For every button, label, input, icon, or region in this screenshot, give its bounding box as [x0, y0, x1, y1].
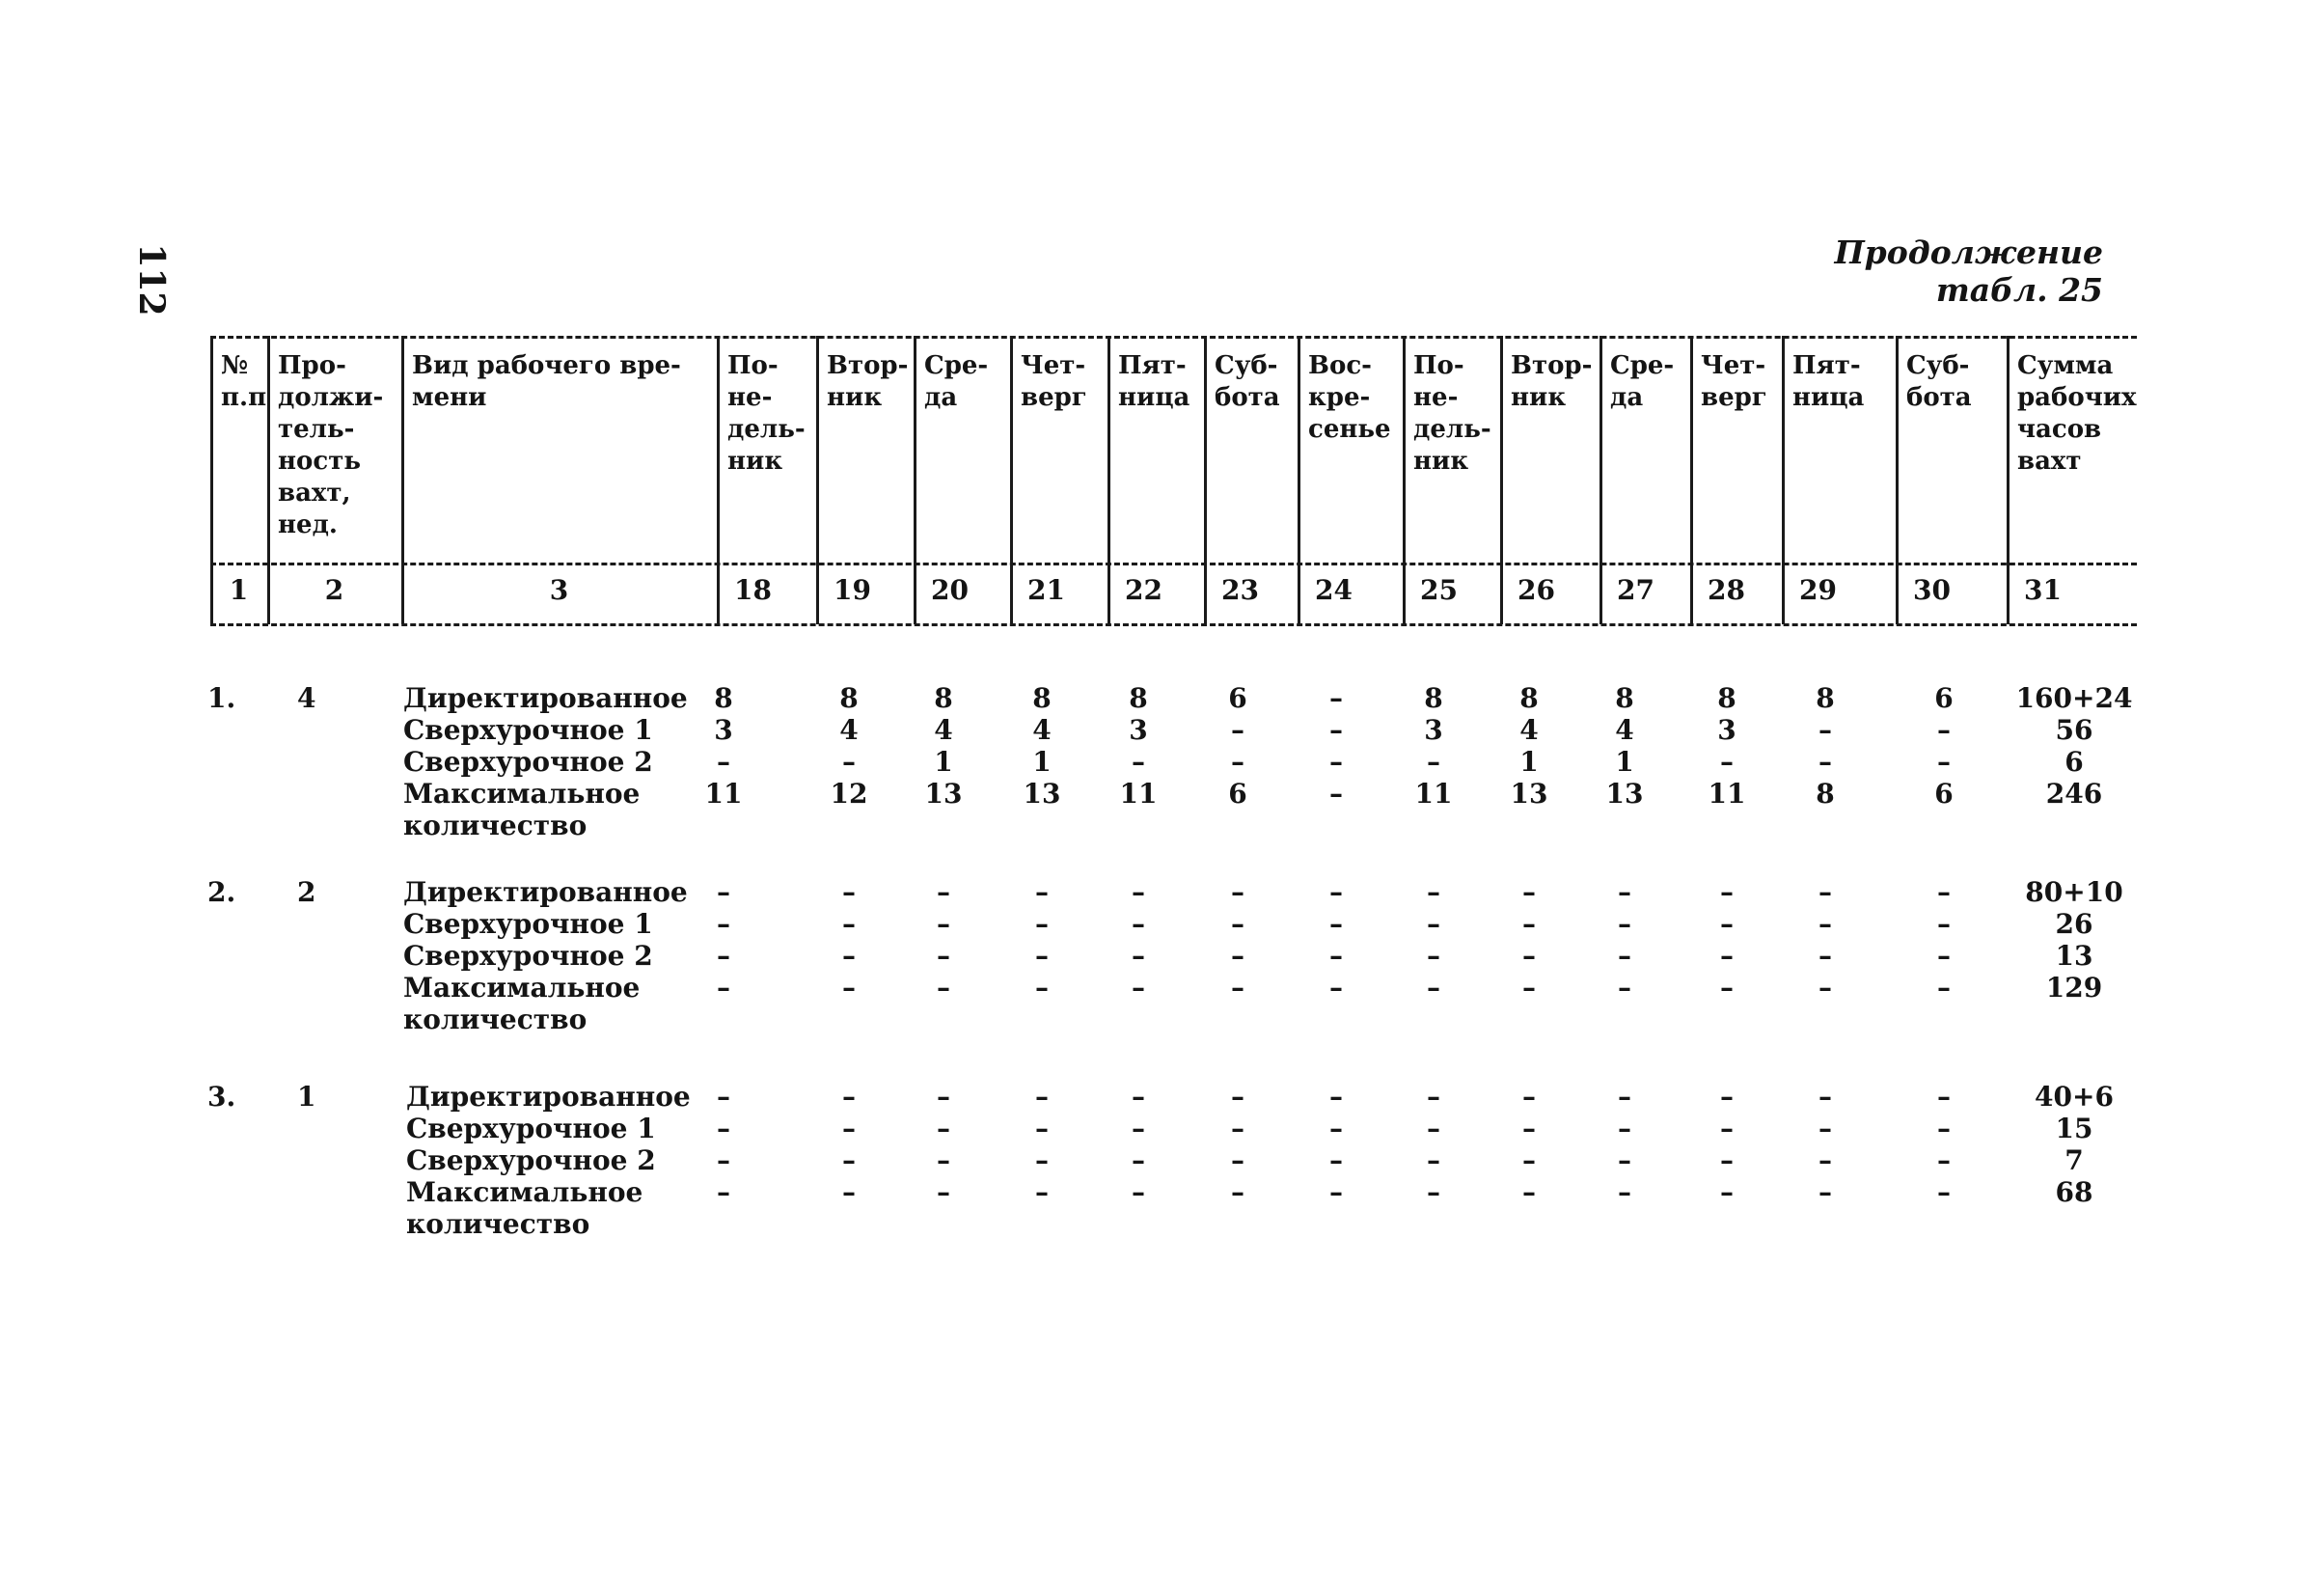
- column-separator: [1403, 336, 1406, 624]
- column-header-line: тель-: [278, 415, 355, 444]
- hours-cell: –: [1818, 746, 1832, 778]
- hours-cell: –: [842, 908, 856, 940]
- column-header-line: ница: [1792, 383, 1865, 412]
- hours-cell: –: [937, 1144, 950, 1176]
- column-header-line: не-: [1413, 383, 1459, 412]
- hours-cell: –: [1522, 876, 1536, 908]
- column-header-line: дель-: [1413, 415, 1491, 444]
- hours-cell: –: [1937, 1081, 1951, 1113]
- column-header: [278, 350, 400, 541]
- column-header-line: По-: [727, 351, 779, 380]
- hours-cell: –: [1522, 1144, 1536, 1176]
- hours-cell: 3: [1424, 714, 1443, 746]
- hours-cell: 11: [1119, 778, 1158, 810]
- hours-cell: –: [717, 1144, 730, 1176]
- hours-cell: –: [1132, 972, 1145, 1004]
- column-header-line: Втор-: [827, 351, 909, 380]
- hours-cell: –: [1231, 1081, 1244, 1113]
- hours-total: 26: [2055, 908, 2093, 940]
- hours-cell: 8: [1816, 778, 1835, 810]
- hours-cell: 4: [839, 714, 859, 746]
- hours-cell: –: [842, 940, 856, 972]
- hours-cell: –: [1522, 940, 1536, 972]
- column-header-line: Втор-: [1511, 351, 1593, 380]
- hours-cell: –: [1427, 746, 1440, 778]
- column-separator: [1204, 336, 1207, 624]
- hours-cell: –: [1231, 972, 1244, 1004]
- hours-cell: –: [1522, 1081, 1536, 1113]
- hours-cell: –: [1329, 1113, 1343, 1144]
- hours-cell: –: [1937, 940, 1951, 972]
- hours-cell: –: [1720, 940, 1734, 972]
- hours-cell: –: [1818, 1113, 1832, 1144]
- hours-cell: 1: [1615, 746, 1634, 778]
- hours-cell: 1: [934, 746, 953, 778]
- work-time-type-line: Директированное: [406, 1081, 691, 1113]
- hours-cell: 3: [1717, 714, 1736, 746]
- hours-cell: 4: [1519, 714, 1539, 746]
- hours-cell: –: [1231, 876, 1244, 908]
- column-number: 27: [1617, 574, 1654, 606]
- column-header: [1792, 350, 1895, 414]
- hours-cell: –: [1035, 1176, 1049, 1208]
- column-separator: [1896, 336, 1899, 624]
- column-header-line: ник: [1511, 383, 1567, 412]
- column-header-line: да: [924, 383, 958, 412]
- hours-cell: 8: [1816, 682, 1835, 714]
- shift-duration: 4: [297, 682, 316, 714]
- column-header-line: да: [1610, 383, 1644, 412]
- column-header-line: нед.: [278, 510, 338, 539]
- column-header-line: Чет-: [1701, 351, 1766, 380]
- hours-cell: –: [1329, 746, 1343, 778]
- column-number: 3: [549, 574, 569, 606]
- column-header: [827, 350, 913, 414]
- hours-total: 129: [2045, 972, 2103, 1004]
- hours-total: 80+10: [2025, 876, 2123, 908]
- hours-cell: –: [1720, 746, 1734, 778]
- column-number: 23: [1221, 574, 1259, 606]
- column-header-line: ник: [727, 447, 783, 476]
- hours-cell: –: [1329, 1176, 1343, 1208]
- column-header-line: Сре-: [924, 351, 989, 380]
- column-number: 2: [324, 574, 344, 606]
- column-header: [221, 350, 266, 414]
- hours-cell: –: [1937, 972, 1951, 1004]
- hours-cell: –: [1818, 972, 1832, 1004]
- work-time-type: [406, 1113, 656, 1144]
- column-separator: [1782, 336, 1785, 624]
- work-time-type-line: Сверхурочное 2: [403, 940, 653, 972]
- hours-total: 6: [2064, 746, 2084, 778]
- hours-cell: –: [717, 940, 730, 972]
- hours-cell: –: [1035, 908, 1049, 940]
- hours-cell: 8: [1032, 682, 1052, 714]
- hours-cell: –: [1035, 1081, 1049, 1113]
- hours-cell: 8: [839, 682, 859, 714]
- hours-cell: 8: [934, 682, 953, 714]
- hours-cell: –: [1720, 876, 1734, 908]
- hours-cell: –: [1818, 1144, 1832, 1176]
- column-header-line: не-: [727, 383, 773, 412]
- work-time-type: [406, 1081, 691, 1113]
- column-number: 26: [1517, 574, 1555, 606]
- column-number: 19: [834, 574, 871, 606]
- hours-cell: –: [842, 1176, 856, 1208]
- column-header-line: бота: [1906, 383, 1972, 412]
- column-number: 24: [1315, 574, 1353, 606]
- hours-cell: –: [1231, 908, 1244, 940]
- column-header-line: вахт: [2017, 447, 2082, 476]
- work-time-type: [403, 972, 640, 1035]
- column-header-line: сенье: [1308, 415, 1391, 444]
- column-header-line: п.п: [221, 383, 267, 412]
- hours-cell: –: [1132, 940, 1145, 972]
- table-rule-mid: [210, 563, 2137, 565]
- hours-cell: 6: [1934, 682, 1954, 714]
- hours-cell: –: [1818, 1081, 1832, 1113]
- column-header-line: ник: [1413, 447, 1469, 476]
- hours-cell: –: [937, 908, 950, 940]
- hours-cell: –: [1818, 714, 1832, 746]
- column-number: 22: [1125, 574, 1162, 606]
- column-number: 28: [1708, 574, 1745, 606]
- hours-total: 246: [2045, 778, 2103, 810]
- hours-cell: –: [1329, 1081, 1343, 1113]
- hours-cell: –: [1231, 714, 1244, 746]
- hours-cell: –: [1720, 1144, 1734, 1176]
- column-number: 21: [1027, 574, 1065, 606]
- hours-cell: 8: [1424, 682, 1443, 714]
- table-caption: Продолжение табл. 25: [1834, 234, 2103, 309]
- hours-cell: –: [1720, 1081, 1734, 1113]
- hours-cell: –: [1132, 1144, 1145, 1176]
- hours-cell: –: [1329, 682, 1343, 714]
- column-header-line: Вос-: [1308, 351, 1372, 380]
- hours-cell: –: [1132, 1081, 1145, 1113]
- column-separator: [1500, 336, 1503, 624]
- work-time-type: [403, 876, 688, 908]
- hours-cell: 1: [1032, 746, 1052, 778]
- hours-cell: –: [1937, 1113, 1951, 1144]
- hours-cell: 4: [1032, 714, 1052, 746]
- hours-cell: 6: [1934, 778, 1954, 810]
- hours-cell: –: [1329, 972, 1343, 1004]
- column-header-line: рабочих: [2017, 383, 2137, 412]
- hours-total: 56: [2055, 714, 2093, 746]
- hours-cell: –: [1618, 1081, 1631, 1113]
- hours-cell: –: [1035, 1144, 1049, 1176]
- row-number: 2.: [207, 876, 236, 908]
- hours-cell: –: [842, 1144, 856, 1176]
- hours-cell: –: [717, 1113, 730, 1144]
- hours-cell: –: [1132, 876, 1145, 908]
- hours-cell: –: [1329, 1144, 1343, 1176]
- column-header-line: дель-: [727, 415, 806, 444]
- hours-cell: –: [717, 876, 730, 908]
- hours-cell: –: [1937, 876, 1951, 908]
- hours-cell: –: [1937, 1176, 1951, 1208]
- hours-cell: 8: [1717, 682, 1736, 714]
- hours-cell: –: [937, 876, 950, 908]
- hours-cell: –: [1427, 908, 1440, 940]
- work-time-type-line: Максимальное: [403, 972, 641, 1004]
- hours-cell: –: [842, 876, 856, 908]
- hours-cell: –: [937, 1113, 950, 1144]
- hours-cell: –: [1618, 1144, 1631, 1176]
- hours-cell: –: [1818, 908, 1832, 940]
- hours-cell: 11: [1414, 778, 1453, 810]
- column-header-line: Вид рабочего вре-: [412, 351, 681, 380]
- column-separator: [914, 336, 916, 624]
- column-header-line: мени: [412, 383, 487, 412]
- hours-total: 160+24: [2015, 682, 2133, 714]
- column-header-line: Сумма: [2017, 351, 2114, 380]
- hours-cell: 1: [1519, 746, 1539, 778]
- hours-total: 15: [2055, 1113, 2093, 1144]
- work-time-type: [406, 1144, 656, 1176]
- work-time-type-line: Максимальное: [406, 1176, 643, 1208]
- hours-cell: –: [717, 908, 730, 940]
- hours-cell: –: [937, 940, 950, 972]
- hours-cell: –: [1231, 746, 1244, 778]
- column-header: [924, 350, 1009, 414]
- column-header-line: Чет-: [1021, 351, 1086, 380]
- column-number: 1: [229, 574, 249, 606]
- column-separator: [2007, 336, 2010, 624]
- column-number: 18: [734, 574, 772, 606]
- hours-cell: –: [1618, 876, 1631, 908]
- hours-cell: 13: [1023, 778, 1061, 810]
- hours-cell: 13: [1510, 778, 1548, 810]
- column-header: [1118, 350, 1203, 414]
- column-header-line: верг: [1021, 383, 1087, 412]
- hours-cell: –: [1231, 1176, 1244, 1208]
- hours-cell: 13: [924, 778, 963, 810]
- column-header-line: Про-: [278, 351, 346, 380]
- work-time-type: [403, 714, 653, 746]
- work-time-type: [403, 940, 653, 972]
- hours-cell: 8: [1129, 682, 1148, 714]
- hours-cell: 6: [1228, 778, 1247, 810]
- work-time-type: [403, 778, 640, 841]
- column-header: [2017, 350, 2136, 478]
- hours-cell: 11: [1708, 778, 1746, 810]
- hours-cell: –: [1231, 1113, 1244, 1144]
- hours-cell: –: [1618, 940, 1631, 972]
- work-time-type-line: количество: [403, 1004, 588, 1035]
- hours-cell: –: [1035, 876, 1049, 908]
- column-separator: [816, 336, 819, 624]
- page-number: 112: [131, 243, 172, 316]
- hours-cell: –: [1231, 1144, 1244, 1176]
- hours-total: 68: [2055, 1176, 2093, 1208]
- hours-cell: –: [1618, 1113, 1631, 1144]
- column-header: [1308, 350, 1402, 446]
- hours-cell: –: [1427, 1113, 1440, 1144]
- column-number: 31: [2024, 574, 2062, 606]
- hours-cell: –: [937, 1176, 950, 1208]
- shift-duration: 1: [297, 1081, 316, 1113]
- hours-cell: –: [1937, 746, 1951, 778]
- column-header-line: По-: [1413, 351, 1464, 380]
- column-number: 20: [931, 574, 969, 606]
- hours-cell: –: [842, 1081, 856, 1113]
- work-time-type: [406, 1176, 643, 1240]
- hours-cell: –: [1427, 876, 1440, 908]
- hours-cell: –: [1132, 1113, 1145, 1144]
- work-time-type-line: Сверхурочное 2: [403, 746, 653, 778]
- hours-cell: 4: [934, 714, 953, 746]
- hours-cell: –: [1618, 908, 1631, 940]
- column-header: [1610, 350, 1689, 414]
- hours-cell: 3: [1129, 714, 1148, 746]
- hours-cell: –: [1937, 908, 1951, 940]
- hours-cell: –: [1720, 908, 1734, 940]
- hours-cell: 11: [704, 778, 743, 810]
- work-time-type: [403, 908, 653, 940]
- column-header-line: кре-: [1308, 383, 1371, 412]
- hours-cell: –: [1132, 1176, 1145, 1208]
- hours-cell: –: [1132, 746, 1145, 778]
- hours-cell: –: [1618, 972, 1631, 1004]
- hours-cell: –: [1427, 1176, 1440, 1208]
- work-time-type-line: Сверхурочное 2: [406, 1144, 656, 1176]
- column-separator: [1107, 336, 1110, 624]
- hours-cell: –: [1035, 972, 1049, 1004]
- hours-cell: –: [1329, 714, 1343, 746]
- hours-cell: 4: [1615, 714, 1634, 746]
- column-header: [727, 350, 815, 478]
- hours-cell: –: [1035, 940, 1049, 972]
- hours-cell: 3: [714, 714, 733, 746]
- hours-cell: –: [1329, 908, 1343, 940]
- hours-cell: –: [1720, 1113, 1734, 1144]
- hours-total: 13: [2055, 940, 2093, 972]
- hours-cell: –: [1720, 972, 1734, 1004]
- column-number: 25: [1420, 574, 1458, 606]
- row-number: 1.: [207, 682, 236, 714]
- table-rule-top: [210, 336, 2137, 339]
- column-separator: [1298, 336, 1300, 624]
- hours-cell: –: [1522, 1113, 1536, 1144]
- hours-cell: –: [1522, 972, 1536, 1004]
- column-header: [1413, 350, 1499, 478]
- hours-cell: –: [937, 972, 950, 1004]
- column-header: [1215, 350, 1297, 414]
- hours-cell: –: [1427, 972, 1440, 1004]
- column-separator: [717, 336, 720, 624]
- column-header-line: Суб-: [1215, 351, 1278, 380]
- hours-cell: –: [937, 1081, 950, 1113]
- hours-cell: –: [1818, 940, 1832, 972]
- hours-cell: –: [1818, 876, 1832, 908]
- column-header-line: часов: [2017, 415, 2102, 444]
- hours-cell: 8: [1519, 682, 1539, 714]
- hours-cell: 12: [830, 778, 868, 810]
- hours-cell: –: [1427, 1144, 1440, 1176]
- column-number: 29: [1799, 574, 1837, 606]
- work-time-type-line: количество: [406, 1208, 590, 1240]
- hours-cell: –: [717, 972, 730, 1004]
- hours-cell: –: [1818, 1176, 1832, 1208]
- work-time-type-line: Сверхурочное 1: [403, 908, 653, 940]
- hours-cell: –: [717, 746, 730, 778]
- hours-cell: –: [1720, 1176, 1734, 1208]
- hours-cell: –: [1035, 1113, 1049, 1144]
- work-time-type-line: Директированное: [403, 876, 688, 908]
- hours-cell: –: [842, 1113, 856, 1144]
- hours-cell: –: [1329, 876, 1343, 908]
- work-time-type-line: количество: [403, 810, 588, 841]
- hours-total: 7: [2064, 1144, 2084, 1176]
- hours-cell: –: [1329, 778, 1343, 810]
- hours-cell: –: [842, 746, 856, 778]
- column-header: [1511, 350, 1599, 414]
- work-time-type-line: Максимальное: [403, 778, 641, 810]
- column-header-line: Суб-: [1906, 351, 1970, 380]
- column-header: [1021, 350, 1107, 414]
- hours-cell: –: [717, 1176, 730, 1208]
- hours-cell: –: [842, 972, 856, 1004]
- column-header-line: Пят-: [1118, 351, 1187, 380]
- hours-cell: –: [1329, 940, 1343, 972]
- column-separator: [1010, 336, 1013, 624]
- work-time-type-line: Директированное: [403, 682, 688, 714]
- hours-cell: 8: [714, 682, 733, 714]
- hours-cell: –: [1522, 908, 1536, 940]
- column-header-line: должи-: [278, 383, 384, 412]
- work-time-type-line: Сверхурочное 1: [403, 714, 653, 746]
- shift-duration: 2: [297, 876, 316, 908]
- hours-total: 40+6: [2035, 1081, 2114, 1113]
- hours-cell: –: [1132, 908, 1145, 940]
- work-time-type: [403, 682, 688, 714]
- row-number: 3.: [207, 1081, 236, 1113]
- column-header-line: Пят-: [1792, 351, 1861, 380]
- column-header-line: бота: [1215, 383, 1280, 412]
- hours-cell: –: [717, 1081, 730, 1113]
- hours-cell: 6: [1228, 682, 1247, 714]
- column-number: 30: [1913, 574, 1951, 606]
- column-header-line: №: [221, 351, 249, 380]
- hours-cell: 13: [1605, 778, 1644, 810]
- table-rule-bottom: [210, 623, 2137, 626]
- column-separator: [1599, 336, 1602, 624]
- column-header-line: Сре-: [1610, 351, 1675, 380]
- work-time-type: [403, 746, 653, 778]
- hours-cell: –: [1427, 1081, 1440, 1113]
- column-header-line: ник: [827, 383, 883, 412]
- hours-cell: –: [1937, 714, 1951, 746]
- column-header-line: ница: [1118, 383, 1190, 412]
- column-header: [412, 350, 716, 414]
- column-separator: [1690, 336, 1693, 624]
- column-header: [1701, 350, 1781, 414]
- hours-cell: –: [1427, 940, 1440, 972]
- hours-cell: –: [1618, 1176, 1631, 1208]
- hours-cell: 8: [1615, 682, 1634, 714]
- column-header-line: вахт,: [278, 479, 351, 508]
- work-time-type-line: Сверхурочное 1: [406, 1113, 656, 1144]
- hours-cell: –: [1522, 1176, 1536, 1208]
- hours-cell: –: [1937, 1144, 1951, 1176]
- column-header-line: ность: [278, 447, 361, 476]
- column-header: [1906, 350, 2006, 414]
- column-header-line: верг: [1701, 383, 1767, 412]
- hours-cell: –: [1231, 940, 1244, 972]
